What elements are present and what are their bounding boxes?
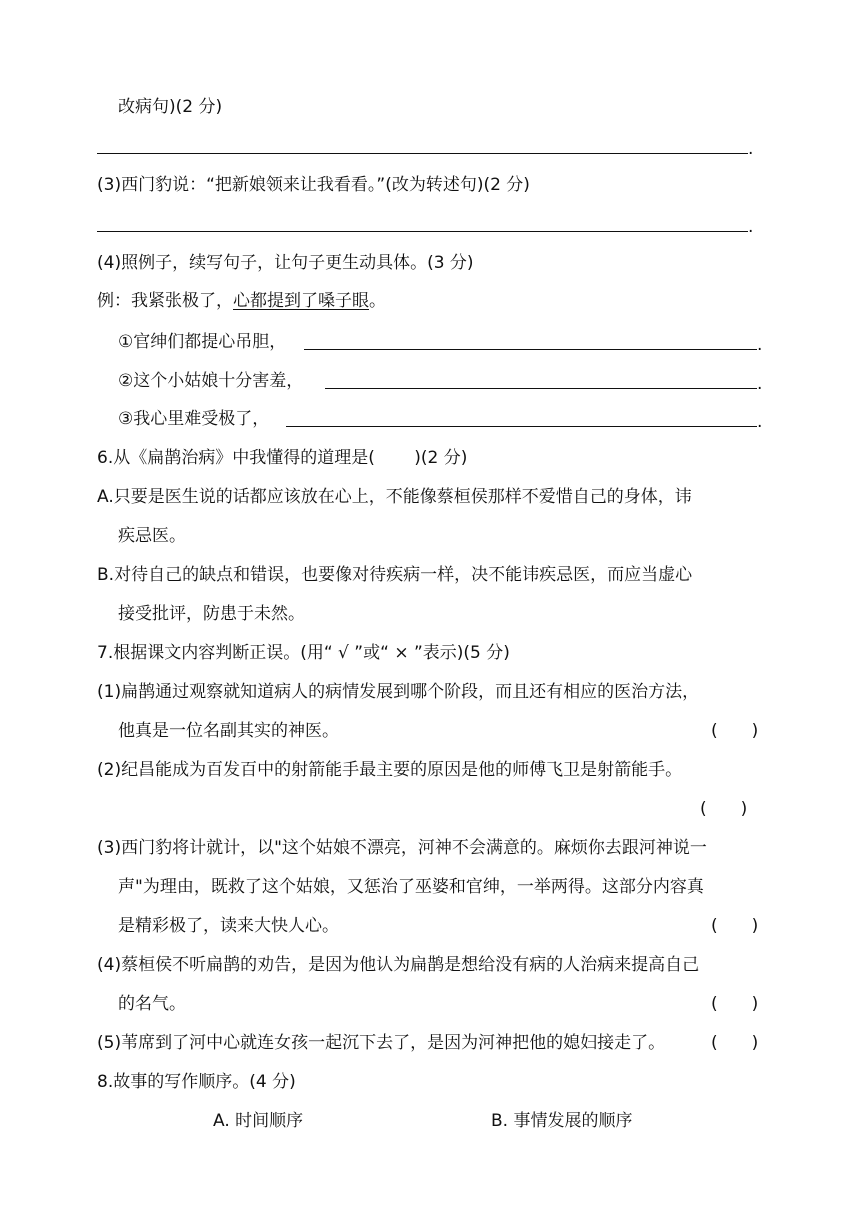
example-suffix: 。 [369,291,386,311]
statement-4-line-1: (4)蔡桓侯不听扁鹊的劝告，是因为他认为扁鹊是想给没有病的人治病来提高自己 [97,955,700,975]
answer-line-end-dot: . [757,412,763,432]
statement-3-answer-blank[interactable]: ( ) [711,916,759,936]
question-6-option-b-line-2[interactable]: 接受批评，防患于未然。 [118,604,305,624]
question-6-option-a-line-2[interactable]: 疾忌医。 [118,526,186,546]
question-8-option-b[interactable]: B. 事情发展的顺序 [491,1111,633,1131]
question-8-stem: 8.故事的写作顺序。(4 分) [97,1072,296,1092]
statement-1-line-1: (1)扁鹊通过观察就知道病人的病情发展到哪个阶段，而且还有相应的医治方法， [97,682,700,702]
answer-line-end-dot: . [757,374,763,394]
correction-instruction-line: 改病句)(2 分) [118,97,223,117]
statement-2-answer-blank[interactable]: ( ) [700,799,748,819]
question-6-option-b-line-1[interactable]: B.对待自己的缺点和错误，也要像对待疾病一样，决不能讳疾忌医，而应当虚心 [97,565,693,585]
example-sentence [97,290,386,312]
question-5-part-3: (3)西门豹说：“把新娘领来让我看看。”(改为转述句)(2 分) [97,175,530,195]
statement-1-line-2: 他真是一位名副其实的神医。 [118,721,339,741]
question-8-option-a[interactable]: A. 时间顺序 [213,1111,304,1131]
question-6-stem: 6.从《扁鹊治病》中我懂得的道理是( )(2 分) [97,448,468,468]
question-7-stem: 7.根据课文内容判断正误。(用“ √ ”或“ × ”表示)(5 分) [97,643,510,663]
answer-line-end-dot: . [748,217,754,237]
example-underlined-phrase: 心都提到了嗓子眼 [233,291,369,311]
statement-3-line-1: (3)西门豹将计就计，以"这个姑娘不漂亮，河神不会满意的。麻烦你去跟河神说一 [97,838,707,858]
question-6-option-a-line-1[interactable]: A.只要是医生说的话都应该放在心上，不能像蔡桓侯那样不爱惜自己的身体，讳 [97,487,692,507]
statement-4-answer-blank[interactable]: ( ) [711,994,759,1014]
statement-4-line-2: 的名气。 [118,994,186,1014]
answer-line-item-1[interactable] [304,349,757,350]
statement-2-line-1: (2)纪昌能成为百发百中的射箭能手最主要的原因是他的师傅飞卫是射箭能手。 [97,760,683,780]
continuation-item-1: ①官绅们都提心吊胆， [118,332,287,352]
statement-5-answer-blank[interactable]: ( ) [711,1033,759,1053]
example-prefix: 例：我紧张极了， [97,291,233,311]
question-5-part-4: (4)照例子，续写句子，让句子更生动具体。(3 分) [97,253,474,273]
answer-line-correction[interactable] [97,153,748,154]
statement-5-line-1: (5)苇席到了河中心就连女孩一起沉下去了，是因为河神把他的媳妇接走了。 [97,1033,666,1053]
statement-3-line-3: 是精彩极了，读来大快人心。 [118,916,339,936]
statement-1-answer-blank[interactable]: ( ) [711,721,759,741]
answer-line-end-dot: . [748,139,754,159]
answer-line-indirect-speech[interactable] [97,231,748,232]
continuation-item-3: ③我心里难受极了， [118,409,270,429]
continuation-item-2: ②这个小姑娘十分害羞， [118,371,304,391]
answer-line-item-2[interactable] [325,388,757,389]
answer-line-end-dot: . [757,335,763,355]
answer-line-item-3[interactable] [286,426,757,427]
statement-3-line-2: 声"为理由，既救了这个姑娘，又惩治了巫婆和官绅，一举两得。这部分内容真 [118,877,704,897]
